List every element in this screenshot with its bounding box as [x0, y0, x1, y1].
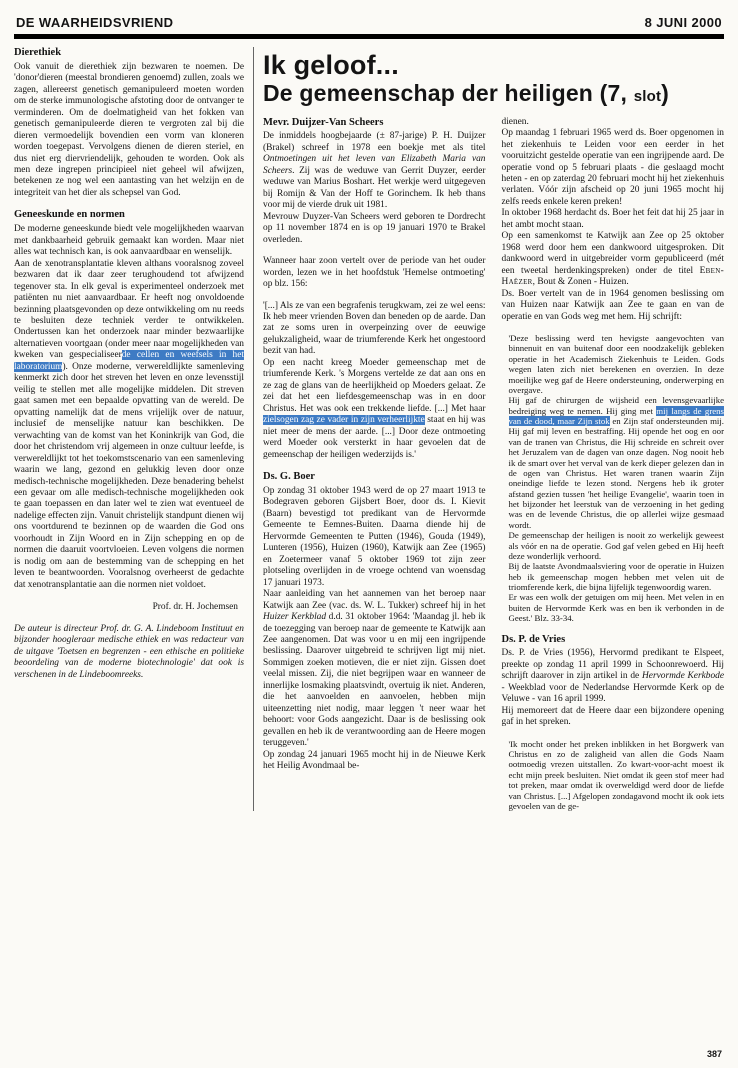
article-title-line1: Ik geloof...	[263, 50, 399, 80]
text-segment: Huizer Kerkblad	[263, 612, 327, 623]
paragraph	[14, 224, 244, 258]
text-segment: Naar aanleiding van het aannemen van het beroep naar Katwijk aan Zee (vac. ds. W. L. Tukker) schreef hij in het	[263, 589, 486, 611]
left-column	[14, 45, 244, 811]
quote-paragraph	[502, 395, 725, 530]
paragraph	[263, 589, 486, 750]
paragraph	[502, 648, 725, 705]
section-heading	[263, 471, 486, 484]
paragraph	[263, 358, 486, 461]
text-segment: Mevr. Duijzer-Van Scheers	[263, 116, 384, 128]
author-note	[14, 624, 244, 681]
article-columns	[263, 117, 724, 812]
text-segment: Hervormde Kerkbode	[642, 671, 724, 682]
highlighted-text: zielsogen zag ze vader in zijn verheerlijkte	[263, 415, 425, 426]
text-segment: Aan de xenotransplantatie kleven althans vooralsnog zoveel bezwaren dat ik daar zeer terughoudend tot afwijzend tegenover sta. In elk geval is experimenteel onderzoek met patiënten nu niet aanvaardbaar. Er heeft nog onvoldoende bezinning plaatsgevonden op deze ontwikkeling om nu reeds te besluiten deze techniek verder te ontwikkelen. Ondertussen kan het onderzoek naar minder bezwaarlijke alternatieven voortgaan (onder meer naar mogelijkheden van kweken van gespecialiseer	[14, 258, 244, 361]
text-segment: staat en hij was niet meer de mens der aarde. [...] Door deze ontmoeting werd Moeder ook versterkt in haar gevoelen dat de gemeenschap der heiligen wederzijds is.'	[263, 415, 486, 460]
column-divider	[253, 47, 254, 811]
text-segment: 'Ik mocht onder het preken inblikken in het Borgwerk van Christus en zo de zaligheid van allen die Gods Naam ootmoedig vrezen uitstallen. Zo kwart-voor-acht moest ik echt mijn preek besluiten. Niet omdat ik geen stof meer had tot preken, maar omdat ik overweldigd werd door de liefde van Christus. [...] Afgelopen zondagavond mocht ik ook iets gevoelen van de ge-	[508, 738, 724, 811]
section-heading	[14, 209, 244, 222]
highlighted-text: mij langs de grens van de dood, maar Zijn stok	[508, 405, 724, 427]
text-segment: Ds. G. Boer	[263, 471, 315, 483]
paragraph	[14, 62, 244, 200]
article-title-line2-small: slot	[633, 88, 662, 106]
paragraph	[14, 259, 244, 592]
text-segment: De moderne geneeskunde biedt vele mogelijkheden waarvan met dankbaarheid gebruik gemaakt kan worden. Maar niet alles wat technisch kan, is ook aanvaardbaar en wenselijk.	[14, 224, 244, 258]
text-segment: Hij memoreert dat de Heere daar een bijzondere opening gaf in het spreken.	[501, 705, 724, 728]
middle-column	[263, 117, 486, 812]
text-segment: De gemeenschap der heiligen is nooit zo werkelijk geweest als vóór en na de operatie. God gaf velen gebed en Hij heeft deze wonderlijk verhoord.	[508, 530, 724, 561]
author-signature	[14, 602, 238, 613]
right-column	[502, 117, 725, 812]
text-segment: Hij gaf de chirurgen de wijsheid een levensgevaarlijke bedreiging weg te nemen. Hij ging met	[508, 395, 724, 416]
text-segment: De inmiddels hoogbejaarde (± 87-jarige) P. H. Duijzer (Brakel) schreef in 1978 een boekje met als titel	[263, 131, 486, 153]
paragraph	[263, 301, 486, 358]
text-segment: dienen.	[501, 116, 529, 127]
text-segment: Op zondag 31 oktober 1943 werd de op 27 maart 1913 te Bodegraven geboren Gijsbert Boer, door ds. I. Kievit (Baarn) bevestigd tot predikant van de Hervormde Gemeente te Eemnes-Buiten. Daarna diende hij de Hervormde Gemeenten te Putten (1946), Gouda (1949), Lunteren (1956), Huizen (1960), Katwijk aan Zee (1965) en Zoetermeer vanaf 5 oktober 1969 tot zijn zeer plotseling overlijden in de vroege ochtend van woensdag 17 januari 1973.	[263, 485, 486, 588]
paragraph	[263, 131, 486, 211]
text-segment: Dierethiek	[14, 47, 62, 58]
text-segment: Geneeskunde en normen	[14, 209, 125, 221]
masthead	[14, 0, 724, 34]
text-segment: Op zondag 24 januari 1965 mocht hij in de Nieuwe Kerk het Heilig Avondmaal be-	[263, 749, 486, 772]
section-heading	[502, 634, 725, 647]
text-segment: Op maandag 1 februari 1965 werd ds. Boer opgenomen in het ziekenhuis te Leiden voor een eerder in het vooruitzicht gestelde operatie van een ingrijpende aard. De operatie vond op 5 februari plaats - die geslaagd mocht heten - en op zaterdag 20 februari mocht hij het ziekenhuis verlaten. Vóór zijn afscheid op 20 juni 1965 mocht hij zelfs reeds enkele keren preken!	[501, 128, 724, 207]
section-heading	[14, 47, 244, 60]
text-segment: Prof. dr. H. Jochemsen	[152, 602, 238, 613]
quote-paragraph	[502, 530, 725, 561]
paragraph	[263, 750, 486, 773]
article-title-line2-text: De gemeenschap der heiligen (7,	[263, 80, 634, 107]
text-segment: In oktober 1968 herdacht ds. Boer het feit dat hij 25 jaar in het ambt mocht staan.	[501, 208, 724, 230]
text-segment: Wanneer haar zoon vertelt over de periode van het ouder worden, lezen we in het hoofdstuk 'Hemelse ontmoeting' op blz. 156:	[263, 256, 486, 290]
quote-paragraph	[502, 592, 725, 623]
paragraph	[502, 231, 725, 288]
text-segment: en Zijn staf ondersteunden mij. Hij gaf mij leven en bestraffing. Hij opende het oog en oor van de tranen van Christus, die Hij schreide en schreit over het Jeruzalem van de dagen van onze dagen. Nog nooit heb ik de smart over het verval van de kerk dieper gelezen dan in de ogen van Christus. Het waren tranen waarin Zijn oneindige liefde te lezen stond. Nergens heb ik groter afstand gezien tussen 'het heilige Evangelie', waarin toen in het bijzonder het leerstuk van de verzoening in het geding was en de levende Christus, die op allerlei wijze gesmaad wordt.	[508, 416, 724, 530]
masthead-date: 8 JUNI 2000	[644, 15, 722, 30]
paragraph	[263, 212, 486, 246]
quote-paragraph	[502, 561, 725, 592]
text-segment: Ds. P. de Vries	[501, 633, 566, 645]
paragraph	[263, 256, 486, 290]
text-segment: 'Deze beslissing werd ten hevigste aangevochten van binnenuit en van buitenaf door een noodzakelijk gebleken operatie in het Academisch Ziekenhuis te Leiden. Gods wegen laten zich niet berekenen en overzien. In deze moeilijke weg gaf de Heere ondersteuning, onderwerping en overgave.	[508, 333, 724, 395]
text-segment: De auteur is directeur Prof. dr. G. A. Lindeboom Instituut en bijzonder hoogleraar medische ethiek en was redacteur van de uitgave 'Toetsen en begrenzen - een ethische en politieke beoordeling van de moderne biotechnologie' dat ook is verschenen in de Lindeboomreeks.	[14, 623, 244, 680]
article	[263, 45, 724, 811]
highlighted-text: de cellen en weefsels in het laboratorium	[14, 350, 244, 372]
text-segment: Bij de laatste Avondmaalsviering voor de operatie in Huizen heb ik gemeenschap mogen hebben met velen uit de triomferende kerk, die bijna lijfelijk tegenwoordig waren.	[508, 561, 724, 593]
text-segment: d.d. 31 oktober 1964: 'Maandag jl. heb ik de toezegging van beroep naar de gemeente te Katwijk aan Zee aangenomen. Dat was voor u en mij een ingrijpende beslissing. Daarover uitgebreid te schrijven ligt mij niet. Sommigen zoeken motieven, die er niet zijn. Gissen doet veelal missen. Zij, die niet begrijpen waar en wanneer de innerlijke losmaking plaatsvindt, overtuig ik niet. Anderen, die het aanvoelden en aanvoelen, hebben mijn uiteenzetting niet nodig, maar leggen 't neer waar het behoort: voor Gods aangezicht. Daar is de beslissing ook gevallen en heb ik de verantwoording aan de Heere mogen teruggeven.'	[263, 612, 486, 749]
text-segment: Mevrouw Duyzer-Van Scheers werd geboren te Dordrecht op 11 november 1874 en is op 19 januari 1970 te Brakel overleden.	[263, 211, 486, 245]
text-segment: Eben-Haëzer	[501, 265, 724, 288]
paragraph	[502, 289, 725, 323]
paragraph	[502, 117, 725, 128]
page-number: 387	[706, 1049, 722, 1059]
quote-paragraph	[502, 333, 725, 395]
page-content	[14, 39, 724, 811]
text-segment: Op een nacht kreeg Moeder gemeenschap met de triumferende Kerk. 's Morgens vertelde ze dat aan ons en ze zag de glans van de heerlijkheid op Moeders gelaat. Ze zei dat het een liefdesgemeenschap was in en door Christus. Het was ook een trekkende liefde. [...] Met haar	[263, 357, 486, 414]
text-segment: . Zij was de weduwe van Gerrit Duyzer, eerder weduwe van Marius Boshart. Het werkje werd uitgegeven bij Romijn & Van der Hoff te Gorinchem. Ik heb thans voor mij de vierde druk uit 1981.	[263, 165, 486, 211]
text-segment: , Bout & Zonen - Huizen.	[532, 277, 629, 288]
text-segment: Ds. Boer vertelt van de in 1964 genomen beslissing om van Huizen naar Katwijk aan Zee te gaan en van de operatie en van Gods weg met hem. Hij schrijft:	[501, 288, 724, 322]
text-segment: '[...] Als ze van een begrafenis terugkwam, zei ze wel eens: Ik heb meer vrienden Boven dan beneden op de aarde. Dan zat ze soms uren in overpeinzing over de eeuwige gelukzaligheid, waar de triumferende Kerk het ongestoord bezit van had.	[263, 300, 486, 357]
paragraph	[502, 706, 725, 729]
article-title-line2-suffix: )	[661, 80, 670, 107]
text-segment: Ontmoetingen uit het leven van Elizabeth Maria van Scheers	[263, 154, 486, 176]
text-segment: Er was een wolk der getuigen om mij heen. Met velen in en buiten de Hervormde Kerk was en ben ik verbonden in de Geest.' Blz. 33-34.	[508, 592, 724, 624]
paragraph	[502, 128, 725, 208]
text-segment: - Weekblad voor de Nederlandse Hervormde Kerk op de Veluwe - van 16 april 1999.	[501, 682, 724, 705]
paragraph	[263, 486, 486, 589]
text-segment: Ds. P. de Vries (1956), Hervormd predikant te Elspeet, preekte op zondag 11 april 1999 in Schoonrewoerd. Hij schrijft daarover in zijn artikel in de	[501, 648, 724, 682]
quote-paragraph	[502, 739, 725, 812]
masthead-title: DE WAARHEIDSVRIEND	[16, 15, 174, 30]
paragraph	[502, 208, 725, 231]
text-segment: Ook vanuit de dierethiek zijn bezwaren te noemen. De 'donor'dieren (meestal brondieren genoemd) zullen, zoals we zagen, allereerst genetisch gemanipuleerd moeten worden om de sterke immunologische afstoting door de ontvanger te verminderen. Om de doelmatigheid van het fokken van genetisch gemanipuleerde dieren te vergroten zal bij die dieren vermoedelijk bovendien een vorm van kloneren worden toegepast. Vervolgens dienen de dieren steriel, en dus niet erg diervriendelijk, gehouden te worden. Ook als men deze ingrepen principieel niet geheel wil afwijzen, betekenen ze nog wel een aantasting van het welzijn en de integriteit van het dier als schepsel van God.	[14, 61, 244, 198]
section-heading	[263, 117, 486, 130]
text-segment: ). Onze moderne, verwereldlijkte samenleving kenmerkt zich door het streven het leven en onze levensstijl veilig te stellen met alle mogelijke middelen. Dit streven gaat samen met een bepaalde opvatting van de wereld. De opvatting namelijk dat de mens vrijelijk over de natuur, inclusief de menselijke natuur kan beschikken. De verwachting van de komst van het Koninkrijk van God, die door het christendom vrij algemeen in onze cultuur leefde, is verwereldlijkt tot het toekomstscenario van een samenleving waarin we lang, gezond en gelukkig leven door onze medisch-technische mogelijkheden. Deze benadering behelst een gevaar om alle medisch-technische mogelijkheden ook te gaan toepassen en dan later wel te zien wat eventueel de nadelige effecten zijn. Vanuit christelijk standpunt dienen wij ons voortdurend te bezinnen op de waarden die God ons voorhoudt in Zijn Woord en in Zijn schepping en op de normen die daaruit voortvloeien. Leven volgens die normen is nodig om aan de bestemming van de schepping en het leven te beantwoorden. Vooralsnog overheerst de gedachte dat xenotransplantatie aan die normen niet voldoet.	[14, 361, 244, 590]
text-segment: Op een samenkomst te Katwijk aan Zee op 25 oktober 1968 werd door hem een dankwoord uitgesproken. Dit dankwoord werd in uitgebreider vorm gepubliceerd (mét een tweetal herdenkingspreken) onder de titel	[501, 231, 724, 276]
article-title-line2	[263, 81, 724, 106]
